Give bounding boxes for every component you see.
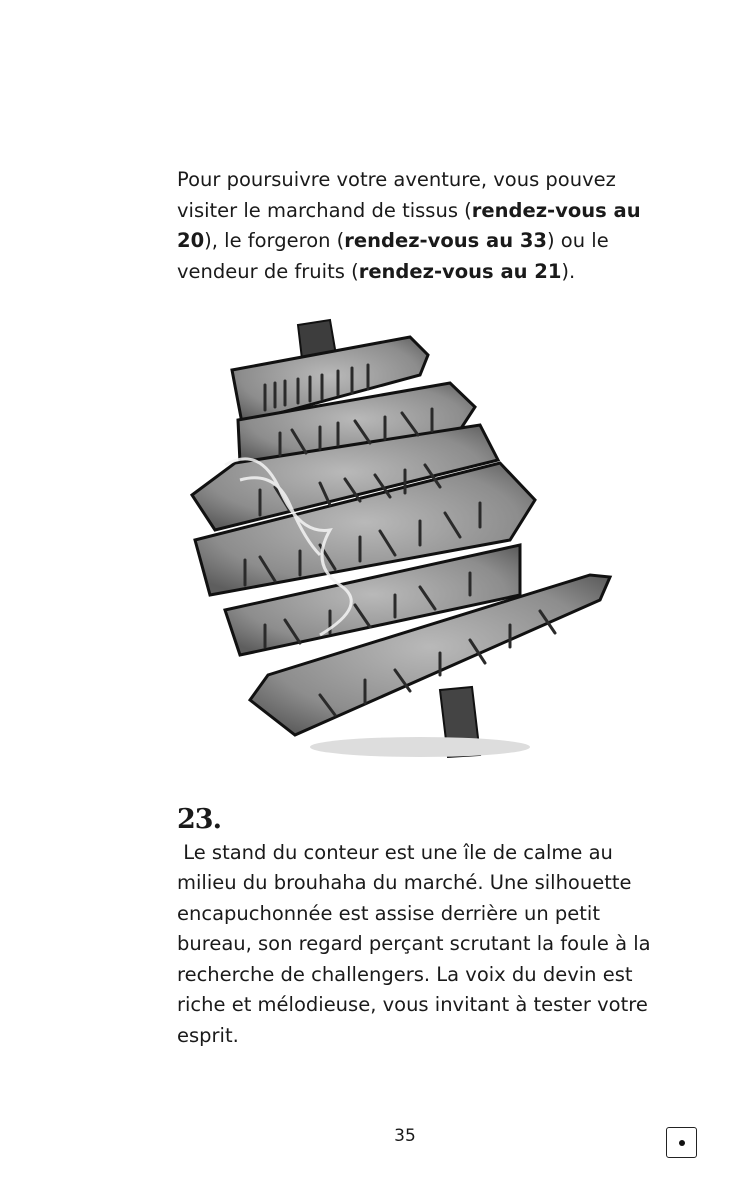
reference-link-33[interactable]: rendez-vous au 33 [344,229,547,252]
section-number: 23. [177,804,221,835]
reference-link-20[interactable]: rendez-vous au [471,198,641,222]
page-marker-icon[interactable] [666,1127,697,1158]
text-line: 20), le forgeron (rendez-vous au 33) ou le [177,229,609,252]
text-line: bureau, son regard perçant scrutant la foule à la [177,932,651,955]
page-number: 35 [394,1126,416,1146]
text-line: esprit. [177,1023,239,1047]
signpost-illustration [180,315,620,760]
text-line: vendeur de fruits (rendez-vous au 21). [177,259,576,283]
text-line: Pour poursuivre votre aventure, vous pouvez [177,168,616,191]
text-line: visiter le marchand de tissus (rendez-vous au [177,198,641,222]
text-line: 23. Le stand du conteur est une île de calme au [177,804,613,864]
text-line: encapuchonnée est assise derrière un petit [177,901,600,925]
reference-link-20-number[interactable]: 20 [177,229,205,252]
section-23 [177,804,651,1051]
text-line: riche et mélodieuse, vous invitant à tester votre [177,993,648,1016]
paragraph-directions [177,165,641,287]
text-line: milieu du brouhaha du marché. Une silhouette [177,871,632,894]
text-line: recherche de challengers. La voix du devin est [177,962,633,986]
dot-icon [679,1140,685,1146]
reference-link-21[interactable]: rendez-vous au 21 [358,259,562,283]
